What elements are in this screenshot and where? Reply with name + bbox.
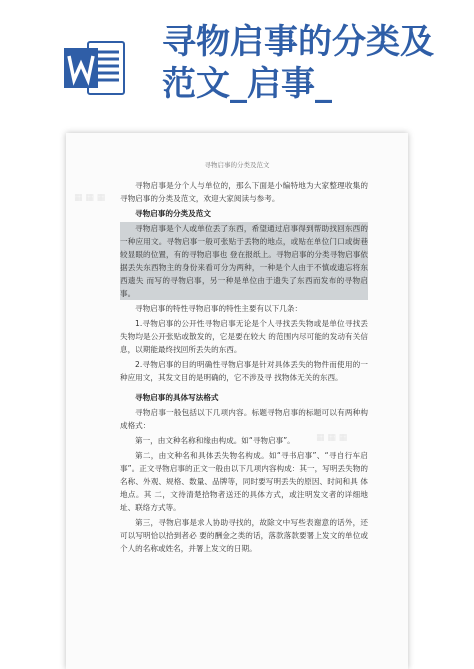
paragraph-definition: 寻物启事是个人或单位丢了东西，希望通过启事得到帮助找回东西的一种应用文。寻物启事一般可张贴于丢物的地点，或贴在单位门口或街巷较显眼的位置，有的寻物启事也 登在报纸上。寻物启事的分类寻物启事依据丢失东西物主的身份来看可分为两种，一种是个人由于不慎或遗忘将东西遗失 而写的寻物启事，另一种是单位由于遗失了东西而发布的寻物启事。 (120, 224, 368, 298)
page-title-line-1: 寻物启事的分类及 (162, 22, 434, 62)
paragraph-format-2: 第二，由文种名和具体丢失物名构成。如“寻书启事”、“寻自行车启事”。正文寻物启事的正文一般由以下几项内容构成：其一，写明丢失物的名称、外观、规格、数量、品牌等，同时要写明丢失的原因、时间和具 体地点。其 二，文待清楚拾物者送还的具体方式，或注明发文者的详细地址、联络方式等。 (120, 451, 368, 512)
section-heading-format: 寻物启事的具体写法格式 (135, 393, 219, 402)
document-page (66, 133, 408, 669)
page-title-line-2: 范文_启事_ (162, 64, 332, 104)
paragraph-characteristics: 寻物启事的特性寻物启事的特性主要有以下几条： (135, 304, 303, 313)
paragraph-intro: 寻物启事是分个人与单位的，那么下面是小编特地为大家整理收集的寻物启事的分类及范文，欢迎大家阅读与参考。 (120, 181, 368, 203)
paragraph-point-2: 2.寻物启事的目的明确性寻物启事是针对具体丢失的物件而使用的一种应用文，其发文目的是明确的，它不涉及寻 找物体无关的东西。 (120, 360, 368, 382)
paragraph-format-1: 第一，由文种名称和缘由构成。如“寻物启事”。 (135, 436, 295, 445)
document-header: 寻物启事的分类及范文 (204, 161, 270, 169)
watermark: ▦ ▦ ▦ (74, 193, 106, 203)
title-banner (0, 0, 474, 130)
paragraph-format-3: 第三，寻物启事是求人协助寻找的，故除文中写些表谢意的话外，还可以写明恰以拾到者必 要的酬金之类的话，落款落款要署上发文的单位或个人的名称或姓名，并署上发文的日期。 (120, 518, 368, 553)
word-document-icon (64, 38, 126, 98)
document-body (120, 179, 368, 557)
section-heading: 寻物启事的分类及范文 (135, 209, 211, 218)
paragraph-format-intro: 寻物启事一般包括以下几项内容。标题寻物启事的标题可以有两种构成格式： (120, 408, 368, 430)
watermark: ▦ ▦ ▦ (316, 433, 348, 443)
paragraph-point-1: 1.寻物启事的公开性寻物启事无论是个人寻找丢失物或是单位寻找丢失物均是公开张贴或散发的，它是要在较大 的范围内尽可能的发动有关信息，以期能最终找回所丢失的东西。 (120, 319, 368, 354)
